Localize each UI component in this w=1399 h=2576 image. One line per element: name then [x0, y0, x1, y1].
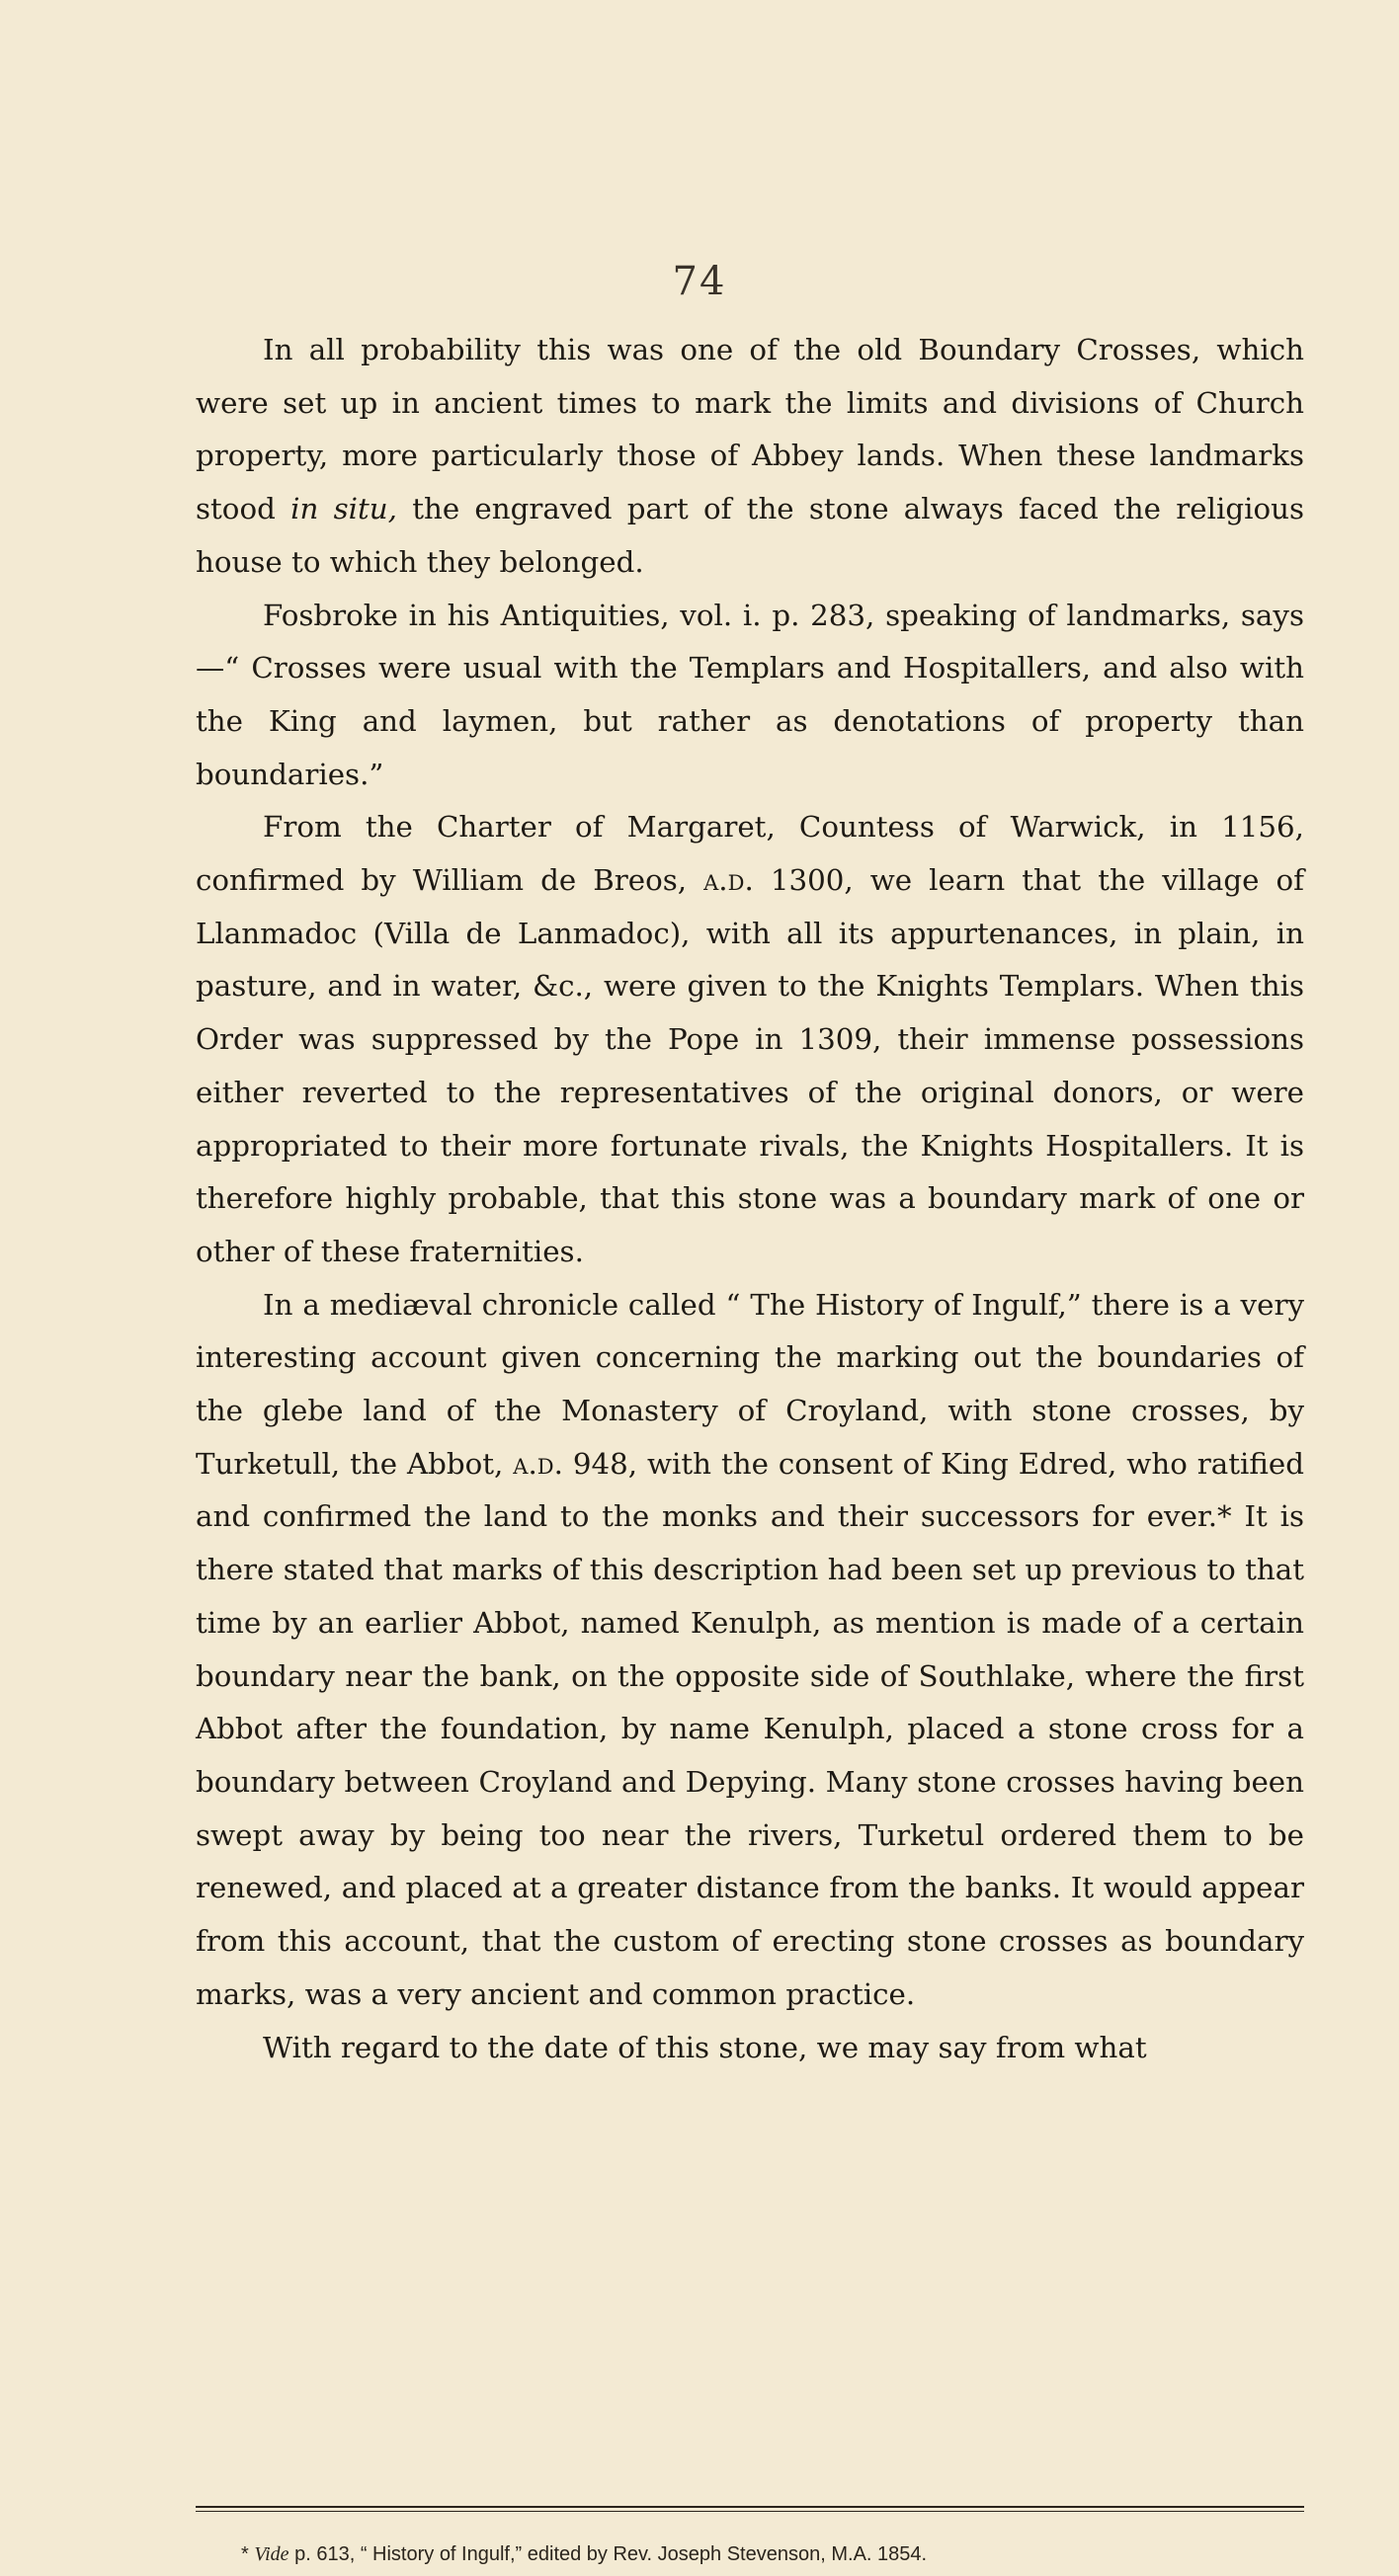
body-text [196, 324, 1304, 2074]
italic-phrase: in situ, [290, 492, 397, 526]
footnote-rule-thin [196, 2511, 1304, 2512]
paragraph-text: Fosbroke in his Antiquities, vol. i. p. 283, speaking of landmarks, says—“ Crosses were usual with the Templars and Hospitallers, and also with the King and laymen, but rather as denotations of property than boundaries.” [196, 598, 1304, 791]
paragraph-text: 1300, we learn that the village of Llanmadoc (Villa de Lanmadoc), with all its appurtenances, in plain, in pasture, and in water, &c., were given to the Knights Templars. When this Order was suppressed by the Pope in 1309, their immense possessions either reverted to the representatives of the original donors, or were appropriated to their more fortunate rivals, the Knights Hospitallers. It is therefore highly probable, that this stone was a boundary mark of one or other of these fraternities. [196, 863, 1304, 1268]
footnote [241, 2541, 1318, 2567]
paragraph-ingulf [196, 1279, 1304, 2022]
paragraph-boundary-crosses [196, 324, 1304, 590]
paragraph-text: the engraved part of the stone always faced the religious house to which they belonged. [196, 492, 1304, 579]
paragraph-fosbroke [196, 590, 1304, 802]
era-abbreviation: a.d. [513, 1446, 563, 1481]
footnote-vide: Vide [254, 2543, 289, 2565]
paragraph-date [196, 2022, 1304, 2075]
paragraph-text: In a mediæval chronicle called “ The History of Ingulf,” there is a very interesting account given concerning the marking out the boundaries of the glebe land of the Monastery of Croyland, with stone crosses, by Turketull, the Abbot, [196, 1287, 1304, 1481]
paragraph-text: With regard to the date of this stone, we may say from what [263, 2030, 1147, 2064]
paragraph-text: In all probability this was one of the old Boundary Crosses, which were set up in ancient times to mark the limits and divisions of Church property, more particularly those of Abbey lands. When these landmarks stood [196, 333, 1304, 526]
footnote-marker: * [241, 2543, 249, 2565]
paragraph-text: 948, with the consent of King Edred, who ratified and confirmed the land to the monks and their successors for ever.* It is there stated that marks of this description had been set up previous to that time by an earlier Abbot, named Kenulph, as mention is made of a certain boundary near the bank, on the opposite side of Southlake, where the first Abbot after the foundation, by name Kenulph, placed a stone cross for a boundary between Croyland and Depying. Many stone crosses having been swept away by being too near the rivers, Turketul ordered them to be renewed, and placed at a greater distance from the banks. It would appear from this account, that the custom of erecting stone crosses as boundary marks, was a very ancient and common practice. [196, 1446, 1304, 2011]
paragraph-text: From the Charter of Margaret, Countess of Warwick, in 1156, confirmed by William de Breos, [196, 810, 1304, 898]
paragraph-charter [196, 801, 1304, 1278]
era-abbreviation: a.d. [703, 863, 754, 898]
footnote-rule [196, 2506, 1304, 2508]
footnote-text: p. 613, “ History of Ingulf,” edited by Rev. Joseph Stevenson, M.A. 1854. [294, 2543, 928, 2565]
page-number: 74 [672, 259, 727, 304]
